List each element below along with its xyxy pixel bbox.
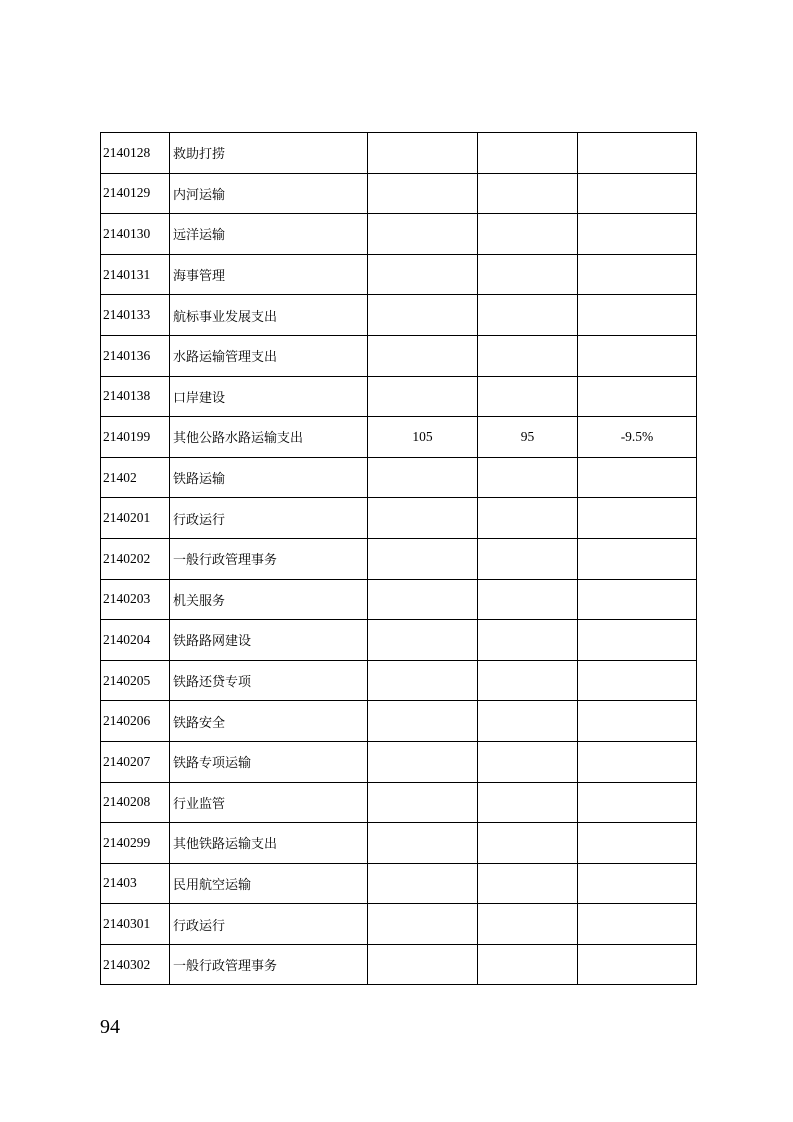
subject-name-cell: 行业监管	[170, 782, 368, 823]
amount-cell	[368, 904, 478, 945]
subject-code-cell: 2140301	[101, 904, 170, 945]
table-row	[101, 498, 697, 539]
table-body	[101, 133, 697, 985]
subject-name-cell: 水路运输管理支出	[170, 335, 368, 376]
amount-cell	[478, 944, 578, 985]
table-row	[101, 295, 697, 336]
subject-code-cell: 2140205	[101, 660, 170, 701]
subject-code-cell: 2140199	[101, 417, 170, 458]
table-row	[101, 133, 697, 174]
amount-cell	[478, 254, 578, 295]
change-percent-cell	[578, 782, 697, 823]
table-row	[101, 417, 697, 458]
subject-code-cell: 2140204	[101, 620, 170, 661]
change-percent-cell	[578, 376, 697, 417]
change-percent-cell	[578, 295, 697, 336]
table-row	[101, 660, 697, 701]
subject-code-cell: 2140129	[101, 173, 170, 214]
amount-cell	[478, 376, 578, 417]
subject-name-cell: 航标事业发展支出	[170, 295, 368, 336]
subject-name-cell: 民用航空运输	[170, 863, 368, 904]
subject-name-cell: 远洋运输	[170, 214, 368, 255]
subject-code-cell: 2140136	[101, 335, 170, 376]
subject-code-cell: 2140201	[101, 498, 170, 539]
amount-cell	[368, 173, 478, 214]
subject-code-cell: 2140207	[101, 741, 170, 782]
subject-code-cell: 2140133	[101, 295, 170, 336]
subject-name-cell: 铁路路网建设	[170, 620, 368, 661]
subject-name-cell: 海事管理	[170, 254, 368, 295]
change-percent-cell	[578, 701, 697, 742]
change-percent-cell	[578, 254, 697, 295]
page-number: 94	[100, 1016, 120, 1038]
table-row	[101, 620, 697, 661]
amount-cell	[478, 701, 578, 742]
change-percent-cell	[578, 944, 697, 985]
table-row	[101, 376, 697, 417]
subject-code-cell: 2140206	[101, 701, 170, 742]
amount-cell	[368, 498, 478, 539]
subject-code-cell: 2140202	[101, 538, 170, 579]
amount-cell	[478, 214, 578, 255]
amount-cell	[368, 579, 478, 620]
change-percent-cell	[578, 660, 697, 701]
amount-cell	[478, 133, 578, 174]
change-percent-cell: -9.5%	[578, 417, 697, 458]
change-percent-cell	[578, 620, 697, 661]
subject-code-cell: 2140302	[101, 944, 170, 985]
subject-name-cell: 铁路运输	[170, 457, 368, 498]
amount-cell	[478, 538, 578, 579]
amount-cell	[478, 823, 578, 864]
amount-cell	[368, 660, 478, 701]
amount-cell	[478, 335, 578, 376]
table-row	[101, 823, 697, 864]
subject-name-cell: 口岸建设	[170, 376, 368, 417]
budget-table	[100, 132, 697, 985]
amount-cell: 105	[368, 417, 478, 458]
change-percent-cell	[578, 741, 697, 782]
change-percent-cell	[578, 863, 697, 904]
table-row	[101, 254, 697, 295]
amount-cell	[368, 741, 478, 782]
subject-code-cell: 2140138	[101, 376, 170, 417]
amount-cell	[478, 620, 578, 661]
amount-cell	[368, 620, 478, 661]
amount-cell	[478, 579, 578, 620]
subject-name-cell: 铁路安全	[170, 701, 368, 742]
change-percent-cell	[578, 904, 697, 945]
change-percent-cell	[578, 173, 697, 214]
subject-name-cell: 内河运输	[170, 173, 368, 214]
change-percent-cell	[578, 823, 697, 864]
subject-code-cell: 2140208	[101, 782, 170, 823]
amount-cell	[368, 295, 478, 336]
amount-cell	[478, 863, 578, 904]
table-row	[101, 863, 697, 904]
subject-code-cell: 2140203	[101, 579, 170, 620]
change-percent-cell	[578, 498, 697, 539]
table-row	[101, 741, 697, 782]
subject-code-cell: 21403	[101, 863, 170, 904]
subject-code-cell: 2140299	[101, 823, 170, 864]
subject-name-cell: 一般行政管理事务	[170, 538, 368, 579]
table-row	[101, 701, 697, 742]
subject-name-cell: 救助打捞	[170, 133, 368, 174]
table-row	[101, 538, 697, 579]
table-row	[101, 944, 697, 985]
amount-cell	[478, 741, 578, 782]
table-row	[101, 904, 697, 945]
subject-code-cell: 21402	[101, 457, 170, 498]
table-row	[101, 214, 697, 255]
amount-cell	[368, 254, 478, 295]
amount-cell	[368, 782, 478, 823]
amount-cell	[368, 335, 478, 376]
change-percent-cell	[578, 538, 697, 579]
amount-cell	[478, 457, 578, 498]
change-percent-cell	[578, 214, 697, 255]
subject-code-cell: 2140128	[101, 133, 170, 174]
subject-name-cell: 其他铁路运输支出	[170, 823, 368, 864]
subject-name-cell: 机关服务	[170, 579, 368, 620]
amount-cell	[368, 376, 478, 417]
amount-cell	[478, 498, 578, 539]
table-row	[101, 782, 697, 823]
amount-cell	[368, 133, 478, 174]
change-percent-cell	[578, 457, 697, 498]
amount-cell	[478, 782, 578, 823]
amount-cell	[368, 701, 478, 742]
amount-cell	[368, 823, 478, 864]
subject-name-cell: 铁路专项运输	[170, 741, 368, 782]
change-percent-cell	[578, 133, 697, 174]
amount-cell	[478, 660, 578, 701]
subject-code-cell: 2140130	[101, 214, 170, 255]
amount-cell: 95	[478, 417, 578, 458]
change-percent-cell	[578, 579, 697, 620]
subject-name-cell: 行政运行	[170, 498, 368, 539]
amount-cell	[478, 173, 578, 214]
amount-cell	[368, 214, 478, 255]
amount-cell	[368, 538, 478, 579]
table-row	[101, 457, 697, 498]
budget-table-container	[100, 132, 696, 985]
subject-name-cell: 行政运行	[170, 904, 368, 945]
amount-cell	[368, 457, 478, 498]
subject-name-cell: 一般行政管理事务	[170, 944, 368, 985]
table-row	[101, 335, 697, 376]
table-row	[101, 173, 697, 214]
subject-name-cell: 铁路还贷专项	[170, 660, 368, 701]
amount-cell	[368, 944, 478, 985]
subject-name-cell: 其他公路水路运输支出	[170, 417, 368, 458]
subject-code-cell: 2140131	[101, 254, 170, 295]
table-row	[101, 579, 697, 620]
amount-cell	[368, 863, 478, 904]
amount-cell	[478, 904, 578, 945]
amount-cell	[478, 295, 578, 336]
change-percent-cell	[578, 335, 697, 376]
